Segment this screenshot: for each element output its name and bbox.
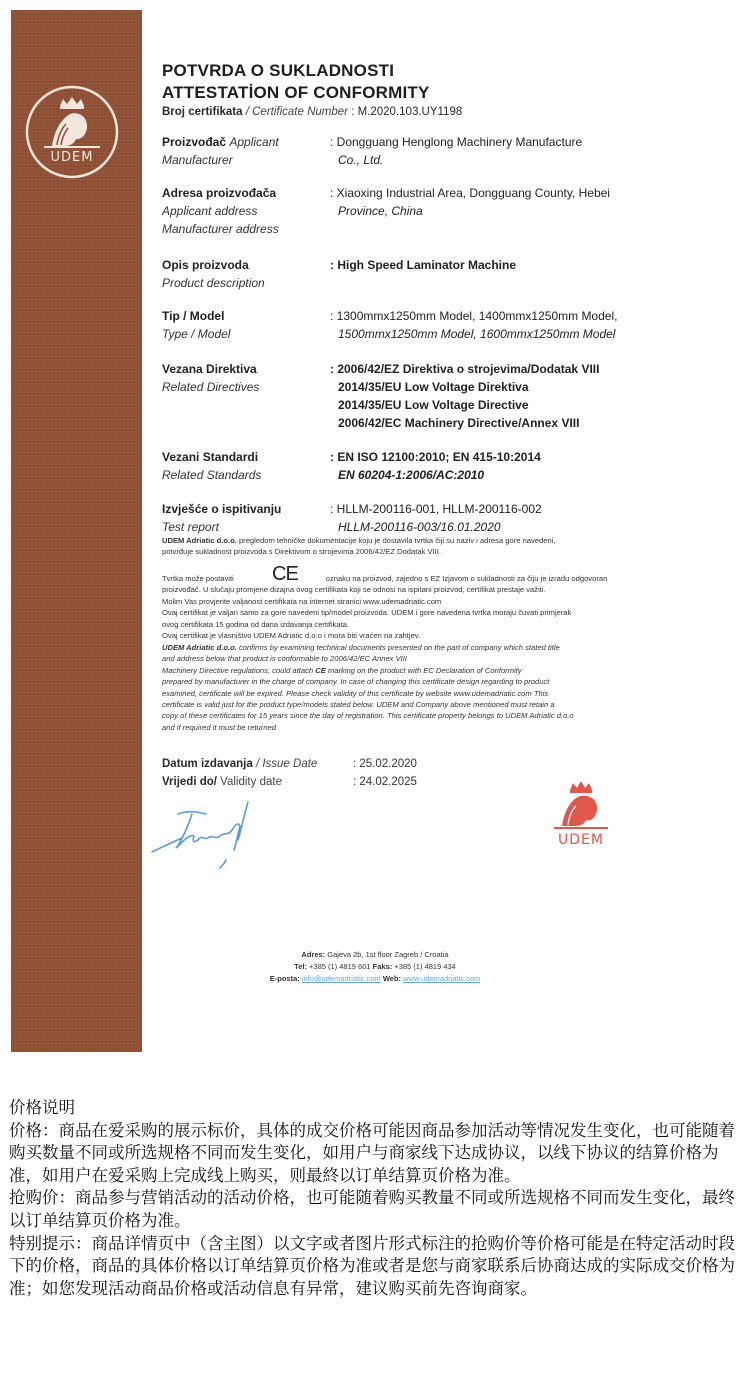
field-product-value: : High Speed Laminator Machine: [330, 258, 517, 272]
email-link[interactable]: info@udemadriatic.com: [301, 974, 381, 983]
ce-mark-icon: CE: [272, 563, 298, 585]
udem-lion-logo-icon: [24, 84, 120, 180]
issue-date-value: : 25.02.2020: [353, 758, 417, 770]
signature-icon: [148, 800, 273, 870]
footer-contact: E-posta: info@udemadriatic.com Web: www.udemadriatic.com: [269, 974, 481, 983]
price-notice-paragraph: 特别提示：商品详情页中（含主图）以文字或者图片形式标注的抢购价等价格可能是在特定活动时段下的价格，商品的具体价格以订单结算页价格为准或者是您与商家联系后协商达成的实际成交价格为准；如您发现活动商品价格或活动信息有异常，建议购买前先咨询商家。: [9, 1233, 735, 1298]
title-hr: POTVRDA O SUKLADNOSTI: [162, 61, 395, 80]
logo-text: UDEM: [50, 150, 94, 165]
hr-confirmation-paragraph: UDEM Adriatic d.o.o. pregledom tehničke dokumentacije koju je dostavila tvrtka čiji su naziv i adresa gore navedeni, potvrđuje sukladnost proizvoda s Direktivom o strojevima 2006/42/EZ Dodatak VIII.: [162, 536, 556, 557]
cert-number-label-en: / Certificate Number: [245, 106, 348, 118]
issue-date-label: Datum izdavanja / Issue Date: [162, 758, 318, 770]
price-notice-title: 价格说明: [9, 1098, 75, 1117]
cert-number-label-hr: Broj certifikata: [162, 106, 243, 118]
field-address-value: : Xiaoxing Industrial Area, Dongguang County, Hebei Province, China: [330, 186, 610, 218]
certificate-number: [162, 106, 462, 118]
en-notice-paragraph: UDEM Adriatic d.o.o. confirms by examining technical documents presented on the part of company which stated title and address below that product is conformable to 2006/42/EC Annex VIII Machinery Directive regulations, could attach CE marking on the product with EC Declaration of Conformity prepared by manufacturer in the charge of company. In case of changing this certificate design regarding to product examined, certificate will be expired. Please check validity of this certificate by website www.udemadriatic.com This certificate is valid just for the product type/models stated below. UDEM and Company above mentioned must retain a copy of these certificates for 15 years since the day of registration. This certificate property belongs to UDEM Adriatic d.o.o and if required it must be returned: [162, 643, 574, 732]
web-link[interactable]: www.udemadriatic.com: [403, 974, 481, 983]
price-notice: [9, 1097, 744, 1300]
field-test-report-label: Izvješće o ispitivanju Test report: [162, 502, 282, 534]
validity-date-label: Vrijedi do/ Validity date: [162, 776, 282, 788]
price-notice-paragraph: 价格：商品在爱采购的展示标价，具体的成交价格可能因商品参加活动等情况发生变化，也可能随着购买数量不同或所选规格不同而发生变化，如用户与商家线下达成协议，以线下协议的结算价格为准，如用户在爱采购上完成线上购买，则最終以订单结算页价格为准。: [9, 1120, 735, 1185]
field-standards-value: : EN ISO 12100:2010; EN 415-10:2014 EN 60204-1:2006/AC:2010: [330, 450, 541, 482]
field-model-value: : 1300mmx1250mm Model, 1400mmx1250mm Model, 1500mmx1250mm Model, 1600mmx1250mm Model: [330, 309, 618, 341]
title-en: ATTESTATİON OF CONFORMITY: [162, 83, 430, 102]
hr-notice-paragraph: Tvrtka može postaviti oznaku na proizvod, zajedno s EZ Izjavom o sukladnosti za čiju je izradu odgovoran proizvođač. U slučaju promjene dizajna ovog certifikata koji se odnosi na ispitani proizvod, certifikat prestaje važiti. Molim Vas provjerite valjanost certifikata na internet stranici www.udemadriatic.com Ovaj certifikat je valjan samo za gore navedeni tip/model proizvoda. UDEM i gore navedena tvrtka moraju čuvati primjerak ovog certifikata 15 godina od dana izdavanja certifikata. Ovaj certifikat je vlasništvo UDEM Adriatic d.o.o i mora biti vraćen na zahtjev.: [162, 574, 608, 641]
footer-address: Adres: Gajeva 2b, 1st floor Zagreb / Croatia: [301, 950, 449, 959]
field-standards-label: Vezani Standardi Related Standards: [162, 450, 262, 482]
stamp-text: UDEM: [558, 832, 604, 848]
price-notice-paragraph: 抢购价：商品参与营销活动的活动价格，也可能随着购买教量不同或所选规格不同而发生变化，最终以订单结算页价格为准。: [9, 1188, 735, 1230]
field-address-label: Adresa proizvođača Applicant address Manufacturer address: [162, 186, 279, 236]
field-applicant-label: Proizvođač Applicant Manufacturer: [162, 135, 279, 167]
field-test-report-value: : HLLM-200116-001, HLLM-200116-002 HLLM-200116-003/16.01.2020: [330, 502, 542, 534]
field-directives-value: : 2006/42/EZ Direktiva o strojevima/Dodatak VIII 2014/35/EU Low Voltage Direktiva 2014/35/EU Low Voltage Directive 2006/42/EC Machinery Directive/Annex VIII: [330, 362, 600, 430]
field-product-label: Opis proizvoda Product description: [162, 258, 265, 290]
validity-date-value: : 24.02.2025: [353, 776, 417, 788]
field-directives-label: Vezana Direktiva Related Directives: [162, 362, 260, 394]
field-model-label: Tip / Model Type / Model: [162, 309, 231, 341]
udem-stamp-logo-icon: [548, 780, 614, 850]
footer-phone: Tel: +385 (1) 4819 601 Faks: +385 (1) 4819 434: [294, 962, 456, 971]
field-applicant-value: : Dongguang Henglong Machinery Manufacture Co., Ltd.: [330, 135, 583, 167]
certificate-sidebar: [11, 10, 142, 1052]
cert-number-value: : M.2020.103.UY1198: [351, 106, 463, 118]
